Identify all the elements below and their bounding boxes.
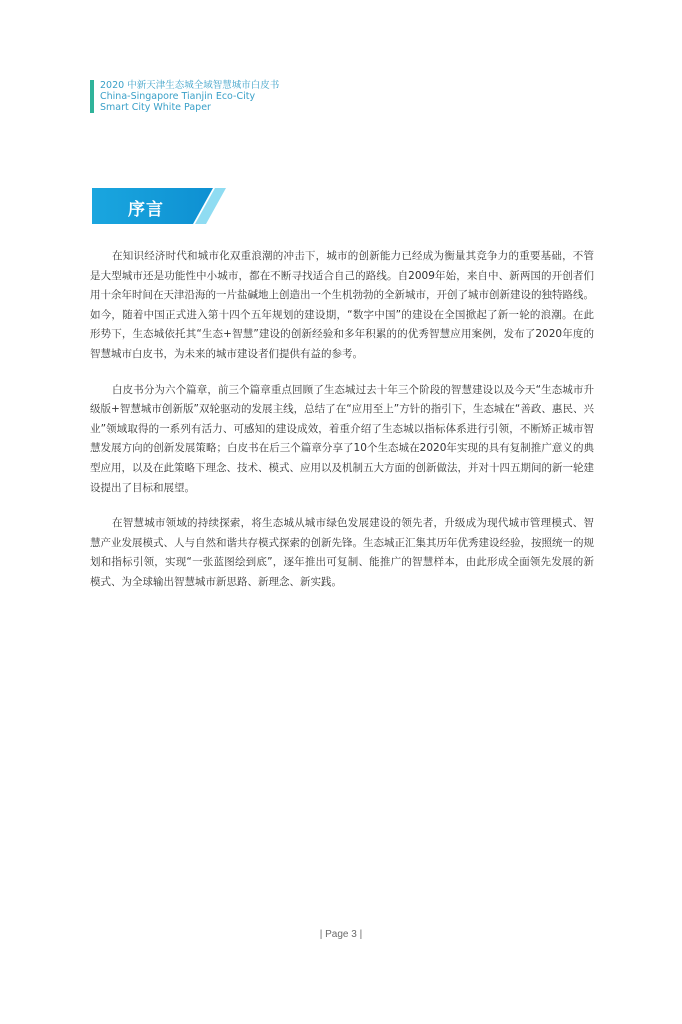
header-title-en-line1: China-Singapore Tianjin Eco-City [100,91,256,102]
header-title-cn: 2020 中新天津生态城全域智慧城市白皮书 [100,80,280,91]
paragraph: 在知识经济时代和城市化双重浪潮的冲击下，城市的创新能力已经成为衡量其竞争力的重要基础，不管是大型城市还是功能性中小城市，都在不断寻找适合自己的路线。自2009年始，来自中、新两国的开创者们用十余年时间在天津沿海的一片盐碱地上创造出一个生机勃勃的全新城市，开创了城市创新建设的独特路线。如今，随着中国正式进入第十四个五年规划的建设期，“数字中国”的建设在全国掀起了新一轮的浪潮。在此形势下，生态城依托其“生态+智慧”建设的创新经验和多年积累的的优秀智慧应用案例，发布了2020年度的智慧城市白皮书，为未来的城市建设者们提供有益的参考。 [90,250,594,360]
header-title-en-line2: Smart City White Paper [100,102,211,113]
preface-body [90,247,594,609]
page-number: | Page 3 | [319,929,363,940]
section-title-banner [92,188,226,224]
paragraph: 在智慧城市领域的持续探索，将生态城从城市绿色发展建设的领先者，升级成为现代城市管理模式、智慧产业发展模式、人与自然和谐共存模式探索的创新先锋。生态城正汇集其历年优秀建设经验，按照统一的规划和指标引领，实现“一张蓝图绘到底”，逐年推出可复制、能推广的智慧样本，由此形成全面领先发展的新模式、为全球输出智慧城市新思路、新理念、新实践。 [90,517,594,588]
document-header [90,80,279,113]
paragraph: 白皮书分为六个篇章，前三个篇章重点回顾了生态城过去十年三个阶段的智慧建设以及今天“生态城市升级版+智慧城市创新版”双轮驱动的发展主线，总结了在“应用至上”方针的指引下，生态城在“善政、惠民、兴业”领域取得的一系列有活力、可感知的建设成效，着重介绍了生态城以指标体系进行引领，不断矫正城市智慧发展方向的创新发展策略；白皮书在后三个篇章分享了10个生态城在2020年实现的具有复制推广意义的典型应用，以及在此策略下理念、技术、模式、应用以及机制五大方面的创新做法，并对十四五期间的新一轮建设提出了目标和展望。 [90,383,594,494]
section-title: 序言 [128,200,164,220]
